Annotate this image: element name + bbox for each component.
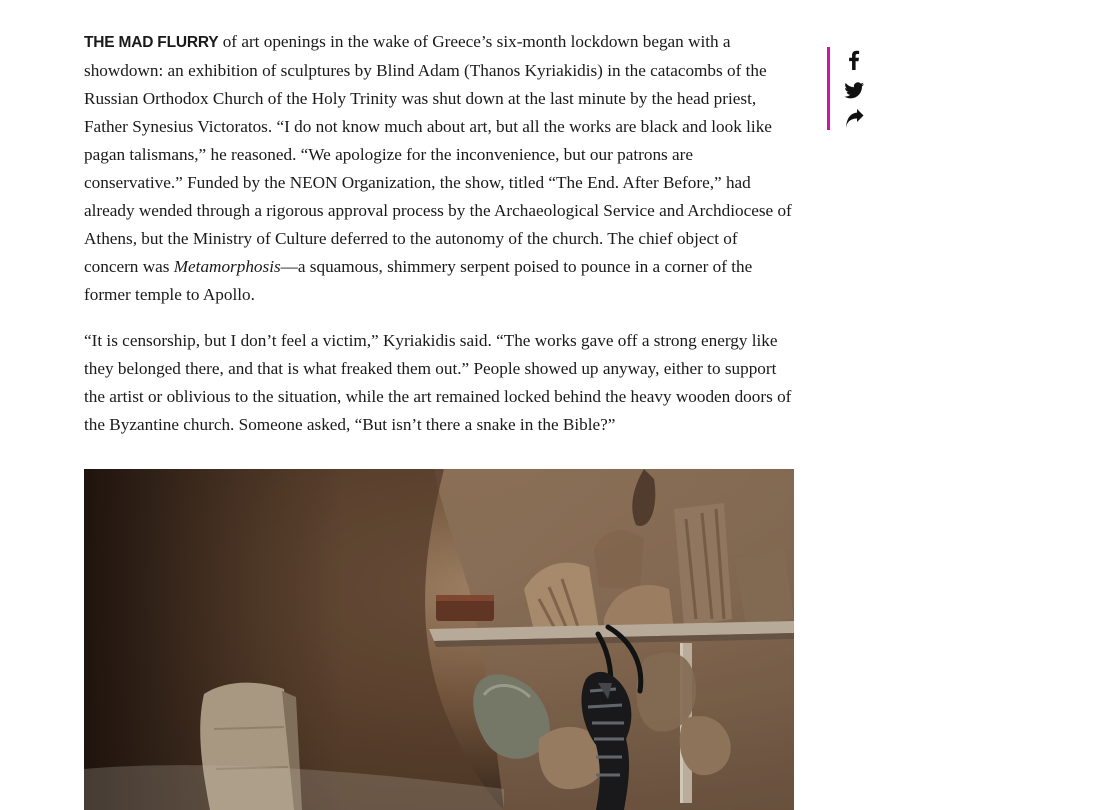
- article-body: [84, 28, 796, 457]
- share-rail-accent: [827, 47, 830, 130]
- share-arrow-icon: [840, 106, 868, 134]
- paragraph-1-text-a: of art openings in the wake of Greece’s six-month lockdown began with a showdown: an exhibition of sculptures by Blind Adam (Thanos Kyriakidis) in the catacombs of the Russian Orthodox Church of the Holy Trinity was shut down at the last minute by the head priest, Father Synesius Victoratos. “I do not know much about art, but all the works are black and look like pagan talismans,” he reasoned. “We apologize for the inconvenience, but our patrons are conservative.” Funded by the NEON Organization, the show, titled “The End. After Before,” had already wended through a rigorous approval process by the Archaeological Service and Archdiocese of Athens, but the Ministry of Culture deferred to the autonomy of the church. The chief object of concern was: [84, 32, 792, 276]
- share-toolbar: [840, 46, 870, 136]
- lead-in: THE MAD FLURRY: [84, 34, 219, 51]
- article-paragraph-1: [84, 28, 796, 309]
- catacomb-sculpture-photo: [84, 469, 794, 810]
- share-forward-button[interactable]: [840, 106, 868, 134]
- artwork-title: Metamorphosis: [173, 257, 281, 276]
- twitter-icon: [840, 76, 868, 104]
- paragraph-1-text-b: —a squamous, shimmery serpent poised to pounce in a corner of the former temple to Apollo.: [84, 257, 753, 304]
- twitter-share-button[interactable]: [840, 76, 868, 104]
- article-paragraph-2: “It is censorship, but I don’t feel a victim,” Kyriakidis said. “The works gave off a strong energy like they belonged there, and that is what freaked them out.” People showed up anyway, either to support the artist or oblivious to the situation, while the art remained locked behind the heavy wooden doors of the Byzantine church. Someone asked, “But isn’t there a snake in the Bible?”: [84, 331, 792, 434]
- facebook-share-button[interactable]: [840, 46, 868, 74]
- photo-image: [84, 469, 794, 810]
- facebook-icon: [840, 46, 868, 74]
